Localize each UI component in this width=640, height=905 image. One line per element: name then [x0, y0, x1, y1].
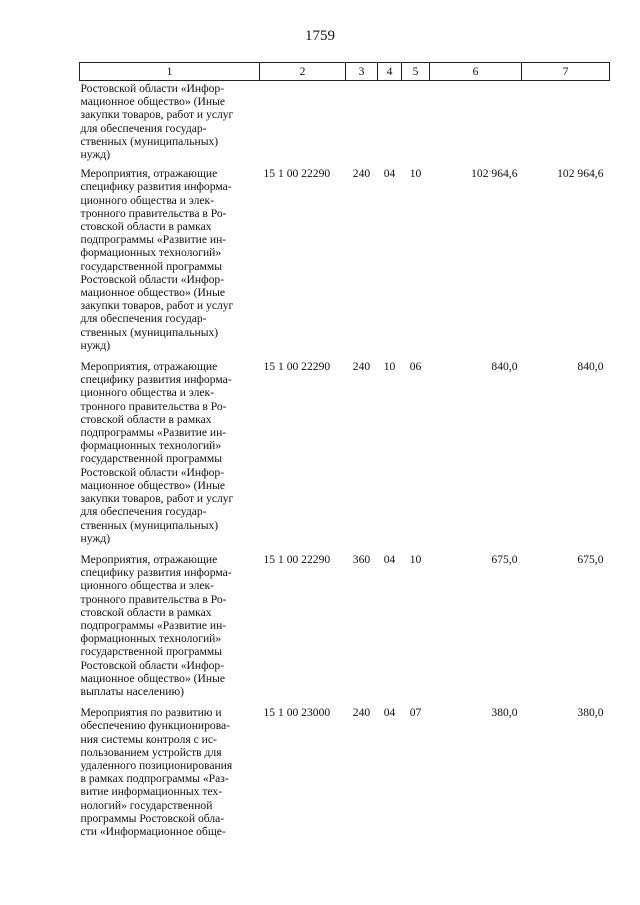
amount-col6: 840,0 [491, 360, 518, 374]
column-header-1: 1 [80, 63, 260, 81]
amount-col6 [430, 81, 522, 162]
description-line: для обеспечения государ- [80, 121, 207, 135]
expense-description [80, 547, 260, 700]
description-line: Ростовской области «Инфор- [80, 465, 225, 479]
description-line: выплаты населению) [80, 684, 185, 698]
description-line: пользованием устройств для [80, 745, 222, 759]
description-line: Мероприятия по развитию и [80, 706, 222, 720]
description-line: мационное общество» (Иные [80, 95, 226, 109]
budget-table [79, 62, 610, 840]
amount-col7: 675,0 [577, 552, 604, 566]
description-line: для обеспечения государ- [80, 505, 207, 519]
description-line: стовской области в рамках [80, 412, 212, 426]
column-header-7: 7 [522, 63, 610, 81]
column-header-4: 4 [378, 63, 402, 81]
description-line: ственных (муниципальных) [80, 134, 219, 148]
amount-col6: 380,0 [491, 706, 518, 720]
description-line: стовской области в рамках [80, 605, 212, 619]
description-line: витие информационных тех- [80, 785, 223, 799]
amount-col7 [522, 81, 610, 162]
column-number-row [80, 63, 610, 81]
description-line: государственной программы [80, 645, 222, 659]
table-row [80, 81, 610, 162]
section-code: 10 [383, 360, 396, 374]
amount-col6: 675,0 [491, 552, 518, 566]
expense-description [80, 161, 260, 354]
target-article-code: 15 1 00 23000 [263, 706, 331, 720]
description-line: мационное общество» (Иные [80, 478, 226, 492]
table-row [80, 161, 610, 354]
description-line: государственной программы [80, 452, 222, 466]
description-line: ционного общества и элек- [80, 579, 215, 593]
table-row [80, 547, 610, 700]
target-article-code: 15 1 00 22290 [263, 552, 331, 566]
description-line: формационных технологий» [80, 632, 222, 646]
section-code: 04 [383, 167, 396, 181]
description-line: специфику развития информа- [80, 180, 232, 194]
description-line: стовской области в рамках [80, 220, 212, 234]
description-line: мационное общество» (Иные [80, 671, 226, 685]
description-line: специфику развития информа- [80, 373, 232, 387]
description-line: мационное общество» (Иные [80, 286, 226, 300]
expense-type-code: 240 [352, 706, 371, 720]
subsection-code: 10 [409, 552, 422, 566]
expense-type-code: 360 [352, 552, 371, 566]
column-header-2: 2 [260, 63, 346, 81]
description-line: нужд) [80, 338, 111, 352]
description-line: удаленного позиционирования [80, 758, 233, 772]
description-line: Ростовской области «Инфор- [80, 272, 225, 286]
table-body [80, 81, 610, 841]
page-number: 1759 [305, 28, 335, 44]
description-line: специфику развития информа- [80, 566, 232, 580]
description-line: ния системы контроля с ис- [80, 732, 217, 746]
subsection-code: 10 [409, 167, 422, 181]
description-line: нологий» государственной [80, 798, 213, 812]
description-line: нужд) [80, 531, 111, 545]
description-line: Мероприятия, отражающие [80, 552, 218, 566]
table-row [80, 354, 610, 547]
description-line: подпрограммы «Развитие ин- [80, 233, 227, 247]
expense-type-code: 240 [352, 360, 371, 374]
description-line: тронного правительства в Ро- [80, 399, 227, 413]
description-line: закупки товаров, работ и услуг [80, 108, 234, 122]
column-header-5: 5 [402, 63, 430, 81]
target-article-code: 15 1 00 22290 [263, 167, 331, 181]
description-line: подпрограммы «Развитие ин- [80, 426, 227, 440]
description-line: ственных (муниципальных) [80, 325, 219, 339]
column-header-6: 6 [430, 63, 522, 81]
description-line: ционного общества и элек- [80, 386, 215, 400]
expense-description [80, 700, 260, 840]
amount-col7: 102 964,6 [557, 167, 604, 181]
description-line: тронного правительства в Ро- [80, 592, 227, 606]
expense-type-code [346, 81, 378, 162]
amount-col7: 380,0 [577, 706, 604, 720]
description-line: Мероприятия, отражающие [80, 360, 218, 374]
expense-description [80, 81, 260, 162]
description-line: обеспечению функционирова- [80, 719, 231, 733]
description-line: ственных (муниципальных) [80, 518, 219, 532]
subsection-code: 06 [409, 360, 422, 374]
expense-description [80, 354, 260, 547]
subsection-code [402, 81, 430, 162]
description-line: формационных технологий» [80, 246, 222, 260]
description-line: закупки товаров, работ и услуг [80, 492, 234, 506]
target-article-code [260, 81, 346, 162]
description-line: тронного правительства в Ро- [80, 206, 227, 220]
expense-type-code: 240 [352, 167, 371, 181]
section-code: 04 [383, 706, 396, 720]
section-code [378, 81, 402, 162]
description-line: для обеспечения государ- [80, 312, 207, 326]
amount-col7: 840,0 [577, 360, 604, 374]
table-row [80, 700, 610, 840]
description-line: сти «Информационное обще- [80, 824, 226, 838]
section-code: 04 [383, 552, 396, 566]
description-line: формационных технологий» [80, 439, 222, 453]
description-line: подпрограммы «Развитие ин- [80, 618, 227, 632]
description-line: в рамках подпрограммы «Раз- [80, 772, 229, 786]
column-header-3: 3 [346, 63, 378, 81]
description-line: программы Ростовской обла- [80, 811, 225, 825]
description-line: ционного общества и элек- [80, 193, 215, 207]
description-line: Ростовской области «Инфор- [80, 658, 225, 672]
description-line: нужд) [80, 148, 111, 162]
subsection-code: 07 [409, 706, 422, 720]
description-line: государственной программы [80, 259, 222, 273]
description-line: Ростовской области «Инфор- [80, 82, 225, 95]
target-article-code: 15 1 00 22290 [263, 360, 331, 374]
description-line: Мероприятия, отражающие [80, 167, 218, 181]
amount-col6: 102 964,6 [471, 167, 518, 181]
description-line: закупки товаров, работ и услуг [80, 299, 234, 313]
